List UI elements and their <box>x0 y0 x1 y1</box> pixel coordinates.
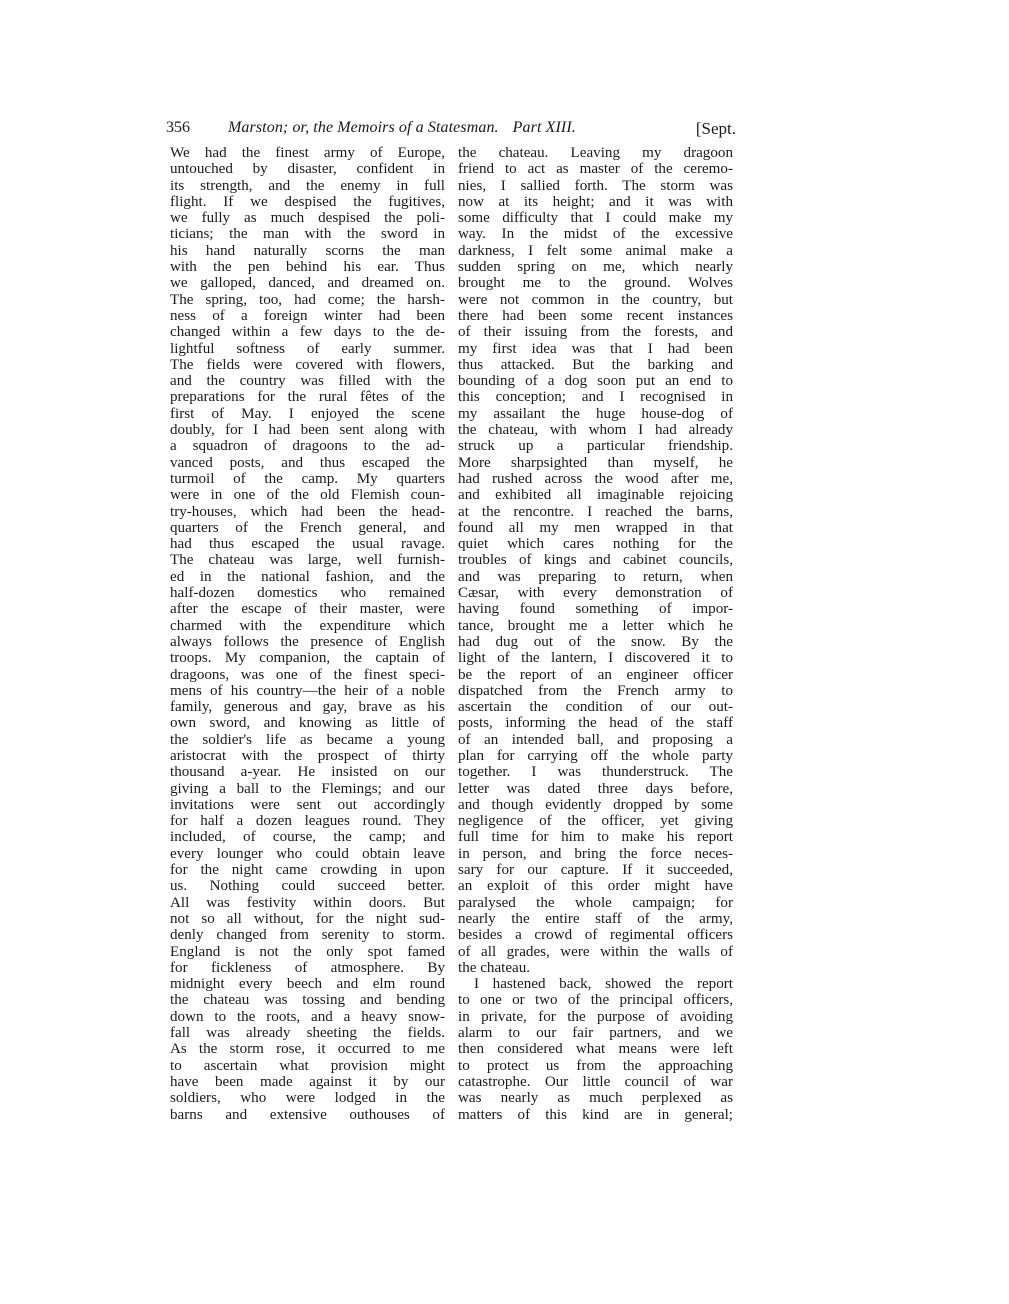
running-header <box>166 117 736 141</box>
text-line: the chateau was tossing and bending <box>170 992 445 1009</box>
text-line: now at its height; and it was with <box>458 193 733 210</box>
text-line: midnight every beech and elm round <box>170 976 445 993</box>
text-line: invitations were sent out accordingly <box>170 796 445 813</box>
text-line: Cæsar, with every demonstration of <box>458 585 733 602</box>
text-line: The spring, too, had come; the harsh- <box>170 291 445 308</box>
text-line: this conception; and I recognised in <box>458 389 733 406</box>
text-line: to one or two of the principal officers, <box>458 992 733 1009</box>
text-line: brought me to the ground. Wolves <box>458 275 733 292</box>
text-line: giving a ball to the Flemings; and our <box>170 780 445 797</box>
text-line: bounding of a dog soon put an end to <box>458 373 733 390</box>
text-line: my first idea was that I had been <box>458 340 733 357</box>
text-line: quarters of the French general, and <box>170 519 445 536</box>
text-line: always follows the presence of English <box>170 633 445 650</box>
text-line: and exhibited all imaginable rejoicing <box>458 487 733 504</box>
text-line: and the country was filled with the <box>170 373 445 390</box>
text-line: thousand a-year. He insisted on our <box>170 764 445 781</box>
running-title <box>228 117 576 139</box>
text-line: my assailant the huge house-dog of <box>458 405 733 422</box>
text-line: darkness, I felt some animal make a <box>458 242 733 259</box>
month-label: [Sept. <box>695 119 736 138</box>
text-line: every lounger who could obtain leave <box>170 845 445 862</box>
text-line: in private, for the purpose of avoiding <box>458 1008 733 1025</box>
text-line: to ascertain what provision might <box>170 1057 445 1074</box>
text-line: quiet which cares nothing for the <box>458 536 733 553</box>
text-line: of all grades, were within the walls of <box>458 943 733 960</box>
text-line: first of May. I enjoyed the scene <box>170 405 445 422</box>
text-line: lightful softness of early summer. <box>170 340 445 357</box>
text-line: to protect us from the approaching <box>458 1057 733 1074</box>
text-line: were not common in the country, but <box>458 291 733 308</box>
text-line: for the night came crowding in upon <box>170 862 445 879</box>
text-line: had dug out of the snow. By the <box>458 633 733 650</box>
text-line: own sword, and knowing as little of <box>170 715 445 732</box>
text-line: turmoil of the camp. My quarters <box>170 470 445 487</box>
text-line: have been made against it by our <box>170 1073 445 1090</box>
text-line: the chateau, with whom I had already <box>458 422 733 439</box>
text-line: family, generous and gay, brave as his <box>170 699 445 716</box>
text-line: besides a crowd of regimental officers <box>458 927 733 944</box>
text-line: letter was dated three days before, <box>458 780 733 797</box>
text-line: flight. If we despised the fugitives, <box>170 193 445 210</box>
text-line: England is not the only spot famed <box>170 943 445 960</box>
text-line: ed in the national fashion, and the <box>170 568 445 585</box>
text-line: of an intended ball, and proposing a <box>458 731 733 748</box>
text-line: for half a dozen leagues round. They <box>170 813 445 830</box>
text-line: the chateau. <box>458 959 531 976</box>
text-line: troubles of kings and cabinet councils, <box>458 552 733 569</box>
text-line: in person, and bring the force neces- <box>458 845 733 862</box>
text-line: As the storm rose, it occurred to me <box>170 1041 445 1058</box>
text-line: having found something of impor- <box>458 601 733 618</box>
text-line: be the report of an engineer officer <box>458 666 733 683</box>
text-line: nearly the entire staff of the army, <box>458 910 733 927</box>
text-line: friend to act as master of the ceremo- <box>458 161 733 178</box>
page-number: 356 <box>166 119 190 136</box>
text-line: then considered what means were left <box>458 1041 733 1058</box>
text-line: together. I was thunderstruck. The <box>458 764 733 781</box>
left-column <box>170 145 445 1123</box>
text-line: alarm to our fair partners, and we <box>458 1025 733 1042</box>
text-line: untouched by disaster, confident in <box>170 161 445 178</box>
text-line: preparations for the rural fêtes of the <box>170 389 445 406</box>
text-line: catastrophe. Our little council of war <box>458 1073 733 1090</box>
text-line: All was festivity within doors. But <box>170 894 445 911</box>
text-line: barns and extensive outhouses of <box>170 1106 445 1123</box>
text-line: and was preparing to return, when <box>458 568 733 585</box>
text-line: denly changed from serenity to storm. <box>170 927 445 944</box>
text-line: vanced posts, and thus escaped the <box>170 454 445 471</box>
text-line: troops. My companion, the captain of <box>170 650 445 667</box>
text-line: nies, I sallied forth. The storm was <box>458 177 733 194</box>
text-line: had rushed across the wood after me, <box>458 470 733 487</box>
text-line: included, of course, the camp; and <box>170 829 445 846</box>
text-line: I hastened back, showed the report <box>474 976 733 993</box>
text-line: were in one of the old Flemish coun- <box>170 487 445 504</box>
text-line: soldiers, who were lodged in the <box>170 1090 445 1107</box>
text-line: the chateau. Leaving my dragoon <box>458 145 733 161</box>
text-line: not so all without, for the night sud- <box>170 910 445 927</box>
text-line: doubly, for I had been sent along with <box>170 422 445 439</box>
text-line: posts, informing the head of the staff <box>458 715 733 732</box>
text-line: for fickleness of atmosphere. By <box>170 959 445 976</box>
text-line: dragoons, was one of the finest speci- <box>170 666 445 683</box>
text-line: sary for our capture. If it succeeded, <box>458 862 733 879</box>
text-line: struck up a particular friendship. <box>458 438 733 455</box>
text-line: aristocrat with the prospect of thirty <box>170 747 445 764</box>
text-line: charmed with the expenditure which <box>170 617 445 634</box>
text-line: an exploit of this order might have <box>458 878 733 895</box>
text-line: a squadron of dragoons to the ad- <box>170 438 445 455</box>
text-line: plan for carrying off the whole party <box>458 747 733 764</box>
running-title-text: Marston; or, the Memoirs of a Statesman. <box>228 119 499 136</box>
text-line: way. In the midst of the excessive <box>458 226 733 243</box>
text-line: we galloped, danced, and dreamed on. <box>170 275 445 292</box>
text-line: found all my men wrapped in that <box>458 519 733 536</box>
text-line: us. Nothing could succeed better. <box>170 878 445 895</box>
text-line: changed within a few days to the de- <box>170 324 445 341</box>
text-line: mens of his country—the heir of a noble <box>170 682 445 699</box>
text-line: some difficulty that I could make my <box>458 210 733 227</box>
text-line: half-dozen domestics who remained <box>170 585 445 602</box>
text-line: down to the roots, and a heavy snow- <box>170 1008 445 1025</box>
text-line: The chateau was large, well furnish- <box>170 552 445 569</box>
text-line: ness of a foreign winter had been <box>170 307 445 324</box>
text-line: its strength, and the enemy in full <box>170 177 445 194</box>
part-label: Part XIII. <box>512 119 576 136</box>
text-line: was nearly as much perplexed as <box>458 1090 733 1107</box>
text-line: More sharpsighted than myself, he <box>458 454 733 471</box>
text-line: full time for him to make his report <box>458 829 733 846</box>
text-line: at the rencontre. I reached the barns, <box>458 503 733 520</box>
text-line: negligence of the officer, yet giving <box>458 813 733 830</box>
text-line: of their issuing from the forests, and <box>458 324 733 341</box>
right-column <box>458 145 733 1123</box>
text-line: try-houses, which had been the head- <box>170 503 445 520</box>
text-line: ascertain the condition of our out- <box>458 699 733 716</box>
text-line: ticians; the man with the sword in <box>170 226 445 243</box>
text-line: the soldier's life as became a young <box>170 731 445 748</box>
text-line: paralysed the whole campaign; for <box>458 894 733 911</box>
text-line: dispatched from the French army to <box>458 682 733 699</box>
text-line: there had been some recent instances <box>458 307 733 324</box>
text-line: We had the finest army of Europe, <box>170 145 445 161</box>
text-line: sudden spring on me, which nearly <box>458 259 733 276</box>
text-line: his hand naturally scorns the man <box>170 242 445 259</box>
text-line: and though evidently dropped by some <box>458 796 733 813</box>
text-line: thus attacked. But the barking and <box>458 356 733 373</box>
text-line: after the escape of their master, were <box>170 601 445 618</box>
text-line: light of the lantern, I discovered it to <box>458 650 733 667</box>
text-line: with the pen behind his ear. Thus <box>170 259 445 276</box>
text-line: fall was already sheeting the fields. <box>170 1025 445 1042</box>
text-line: had thus escaped the usual ravage. <box>170 536 445 553</box>
text-line: matters of this kind are in general; <box>458 1106 733 1123</box>
text-line: The fields were covered with flowers, <box>170 356 445 373</box>
text-line: tance, brought me a letter which he <box>458 617 733 634</box>
text-line: we fully as much despised the poli- <box>170 210 445 227</box>
